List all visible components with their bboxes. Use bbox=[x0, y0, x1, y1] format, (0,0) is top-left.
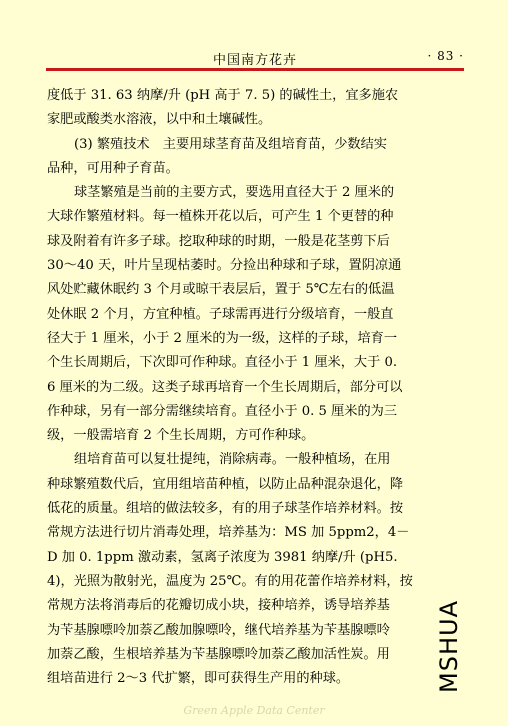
running-header bbox=[46, 46, 464, 66]
text-line: 大球作繁殖材料。每一植株开花以后，可产生 1 个更替的种 bbox=[47, 209, 394, 225]
text-line: 30～40 天，叶片呈现枯萎时。分捡出种球和子球，置阴凉通 bbox=[47, 258, 402, 274]
text-line: 风处贮藏休眠约 3 个月或晾干表层后，置于 5℃左右的低温 bbox=[47, 282, 395, 298]
text-line: 常规方法进行切片消毒处理，培养基为：MS 加 5ppm2，4－ bbox=[47, 525, 410, 541]
vertical-watermark bbox=[435, 598, 506, 716]
book-title: 中国南方花卉 bbox=[212, 53, 297, 68]
text-line: 低花的质量。组培的做法较多，有的用子球茎作培养材料。按 bbox=[47, 501, 404, 517]
text-line: 加萘乙酸，生根培养基为苄基腺嘌呤加萘乙酸加活性炭。用 bbox=[47, 646, 390, 662]
text-line: 处休眠 2 个月，方宜种植。子球需再进行分级培育，一般直 bbox=[47, 306, 394, 322]
text-line: 品种，可用种子育苗。 bbox=[47, 160, 179, 176]
text-line: 球茎繁殖是当前的主要方式，要选用直径大于 2 厘米的 bbox=[74, 185, 395, 201]
header-rule bbox=[46, 68, 464, 71]
text-line: 家肥或酸类水溶液，以中和土壤碱性。 bbox=[47, 112, 272, 128]
text-line: 度低于 31. 63 纳摩/升 (pH 高于 7. 5) 的碱性土，宜多施农 bbox=[47, 88, 399, 103]
text-line: 常规方法将消毒后的花瓣切成小块，接种培养，诱导培养基 bbox=[47, 598, 390, 614]
text-line: 为苄基腺嘌呤加萘乙酸加腺嘌呤，继代培养基为苄基腺嘌呤 bbox=[47, 622, 390, 638]
text-line: 种球繁殖数代后，宜用组培苗种植，以防止品种混杂退化，降 bbox=[47, 476, 404, 492]
text-line: (3) 繁殖技术 主要用球茎育苗及组培育苗，少数结实 bbox=[74, 136, 387, 152]
text-line: 4)，光照为散射光，温度为 25℃。有的用花蕾作培养材料，按 bbox=[47, 573, 413, 589]
page-body bbox=[47, 84, 467, 691]
text-line: D 加 0. 1ppm 激动素，氢离子浓度为 3981 纳摩/升 (pH5. bbox=[47, 549, 398, 565]
footer-watermark: Green Apple Data Center bbox=[183, 704, 325, 717]
text-line: 球及附着有许多子球。挖取种球的时期，一般是花茎剪下后 bbox=[47, 233, 390, 249]
page-number: · 83 · bbox=[427, 49, 464, 63]
text-line: 组培苗进行 2～3 代扩繁，即可获得生产用的种球。 bbox=[47, 671, 350, 687]
text-line: 径大于 1 厘米，小于 2 厘米的为一级，这样的子球，培育一 bbox=[47, 330, 398, 346]
text-line: 6 厘米的为二级。这类子球再培育一个生长周期后，部分可以 bbox=[47, 379, 403, 395]
text-line: 级，一般需培育 2 个生长周期，方可作种球。 bbox=[47, 428, 315, 444]
text-line: 组培育苗可以复壮提纯，消除病毒。一般种植场，在用 bbox=[74, 452, 391, 468]
text-line: 作种球，另有一部分需继续培育。直径小于 0. 5 厘米的为三 bbox=[47, 403, 398, 419]
text-line: 个生长周期后，下次即可作种球。直径小于 1 厘米，大于 0. bbox=[47, 355, 398, 371]
watermark-text: MSHUA bbox=[435, 600, 463, 693]
